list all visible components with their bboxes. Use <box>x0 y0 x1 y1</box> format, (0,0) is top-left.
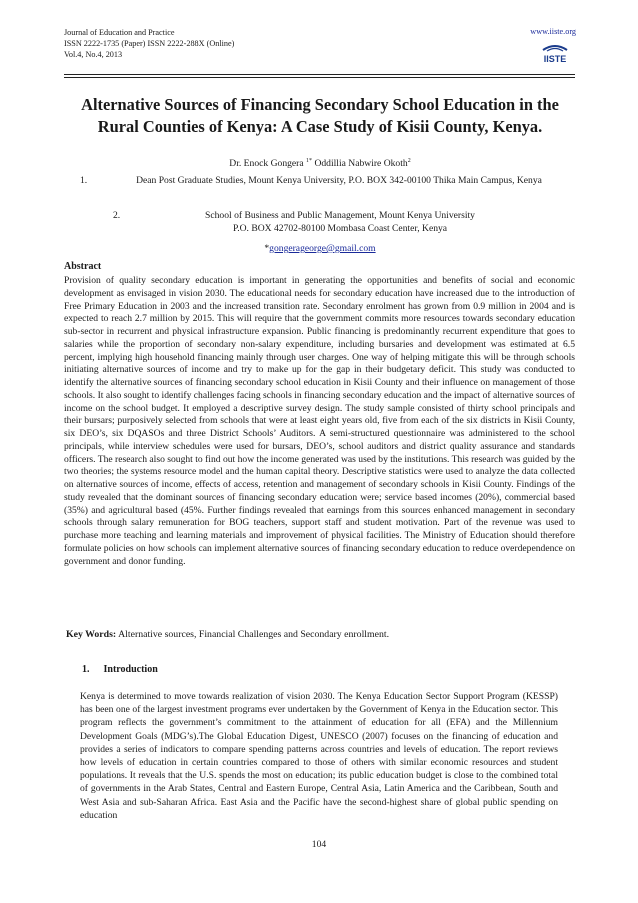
journal-volume: Vol.4, No.4, 2013 <box>64 50 123 59</box>
affiliation-1 <box>80 175 570 188</box>
keywords-label: Key Words: <box>66 629 117 640</box>
section-heading-introduction <box>82 664 172 675</box>
author-2-marker: 2 <box>407 157 411 164</box>
affiliation-1-number: 1. <box>80 175 88 186</box>
section-number: 1. <box>82 664 90 675</box>
journal-issn: ISSN 2222-1735 (Paper) ISSN 2222-288X (Online) <box>64 39 235 48</box>
affiliation-2-line-2: P.O. BOX 42702-80100 Mombasa Coast Center, Kenya <box>232 222 448 234</box>
keywords-text: Alternative sources, Financial Challenges and Secondary enrollment. <box>116 629 390 640</box>
section-title: Introduction <box>103 664 158 675</box>
header-rule-bottom <box>64 77 575 78</box>
paper-title: Alternative Sources of Financing Secondary School Education in the Rural Counties of Kenya: A Case Study of Kisii County, Kenya. <box>81 95 559 136</box>
contact-email <box>64 243 576 256</box>
affiliation-1-text: Dean Post Graduate Studies, Mount Kenya University, P.O. BOX 342-00100 Thika Main Campus, Kenya <box>136 175 542 186</box>
journal-name: Journal of Education and Practice <box>64 28 175 37</box>
author-1-marker: 1* <box>306 157 313 164</box>
email-asterisk: * <box>264 243 270 254</box>
keywords <box>66 629 389 640</box>
abstract-heading: Abstract <box>64 261 102 272</box>
affiliation-2-line-1: School of Business and Public Management, Mount Kenya University <box>205 210 475 221</box>
affiliation-2-number: 2. <box>113 210 121 221</box>
authors-line <box>64 158 576 171</box>
page-number: 104 <box>311 839 327 850</box>
affiliation-2 <box>113 210 543 235</box>
header-rule-top <box>64 74 575 75</box>
journal-url-link[interactable]: www.iiste.org <box>530 27 576 36</box>
logo-text: IISTE <box>543 54 567 64</box>
abstract-body: Provision of quality secondary education is important in generating the opportunities and benefits of social and economic development as envisaged in vision 2030. The educational needs for secondary education have increased due to the introduction of Free Primary Education in 2003 and the increased transition rate. Secondary enrolment has grown from 0.9 million in 2004 and is expected to reach 2.7 million by 2015. This will require that the government commits more resources towards secondary education sub-sector in recurrent and physical infrastructure expansion. Public financing is predominantly recurrent expenditure that goes to salaries while the proportion of secondary non-salary expenditure, including bursaries and development was estimated at 6.5 percent, implying high household financing mainly through user charges. One way of helping mitigate this will be through schools initiating alternative sources of income and try to make up for the gap in their budgetary deficit. This study was conducted to identify the alternative sources of financing secondary school education in Kisii County and their influence on management of those schools. It also sought to identify challenges facing schools in financing secondary education and the impact of alternative sources of income on the school budget. It employed a descriptive survey design. The study sample consisted of thirty school principals and their bursars; purposively selected from schools that were at least eight years old, five from each of the six districts in Kisii County, six DEO’s, six DQASOs and three District Schools’ Auditors. A semi-structured questionnaire was administered to the school principals, while interview schedules were used for bursars, DEO’s, school auditors and district quality assurance and standards officers. The research also sought to find out how the income generated was used by the institutions. This research was guided by the two theories; the systems resource model and the human capital theory. Descriptive statistics were used to analyze the data collected on alternative sources of income, effects of access, retention and management of secondary schools in Kisii County. Findings of the study revealed that the dominant sources of financing secondary education were; service based incomes (20%), commercial based (35%) and agricultural based (45%. Further findings revealed that earnings from this sources enhanced management in secondary schools through salary remuneration for BOG teachers, support staff and student motivation. Part of the revenue was used to purchase more teaching and learning materials and improvement of physical facilities. The Ministry of Education should therefore formulate policies on how schools can implement alternative sources of financing secondary education to reduce overdependence on government and donor funding. <box>64 275 576 567</box>
page-header <box>64 27 576 73</box>
email-link[interactable]: gongerageorge@gmail.com <box>269 243 376 254</box>
introduction-body: Kenya is determined to move towards realization of vision 2030. The Kenya Education Sector Support Program (KESSP) has been one of the largest investment programs ever undertaken by the Government of Kenya in the Education sector. This program reflects the government’s commitment to the attainment of education for all (EFA) and the Millennium Development Goals (MDG’s).The Global Education Digest, UNESCO (2007) focuses on the financing of education and provides a series of indicators to compare spending patterns across countries and levels of education. The report reviews how levels of education in certain countries compared to those of others with similar economic resources and student populations. It reveals that the U.S. spends the most on education; its public education budget is close to the combined total of governments in the Arab States, Central and Eastern Europe, Central Asia, Latin America and the Caribbean, South and West Asia and sub-Saharan Africa. East Asia and the Pacific have the second-highest share of global public spending on education <box>80 691 558 821</box>
iiste-logo <box>540 41 570 65</box>
journal-info <box>64 27 234 60</box>
author-2: Oddillia Nabwire Okoth <box>314 158 408 169</box>
author-1: Dr. Enock Gongera <box>229 158 304 169</box>
